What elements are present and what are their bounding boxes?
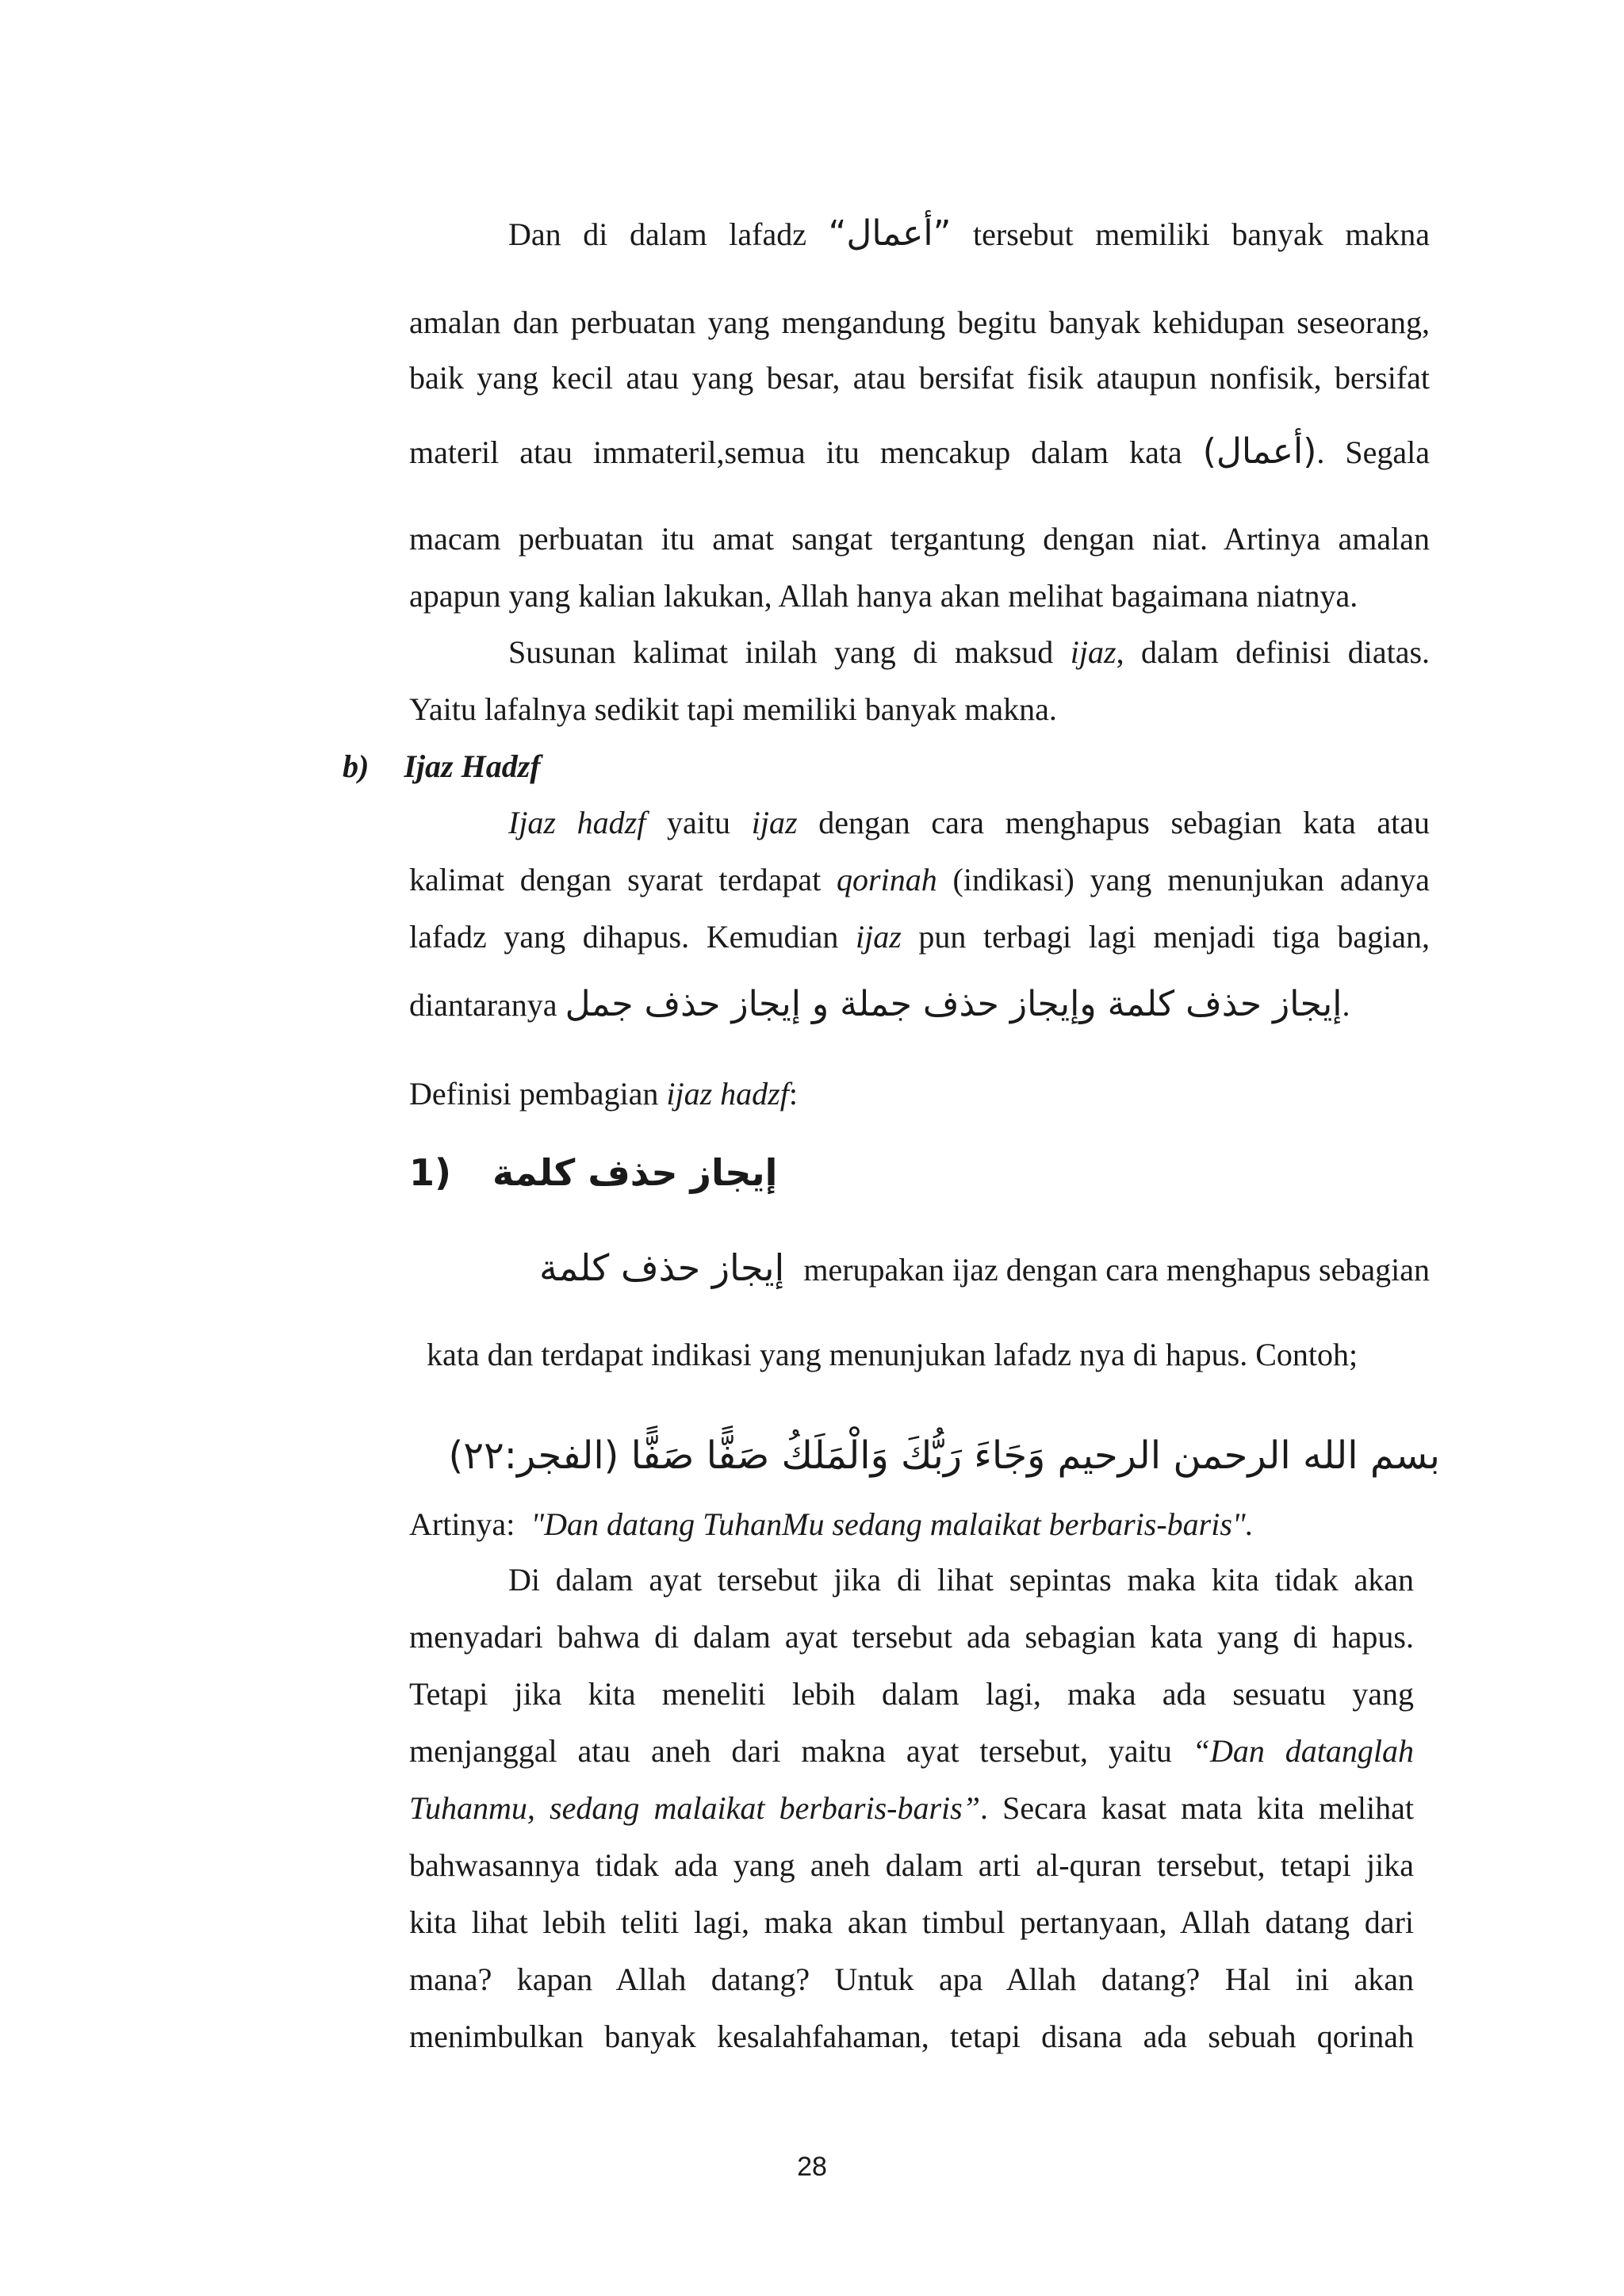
translation-line: Artinya: "Dan datang TuhanMu sedang malaikat berbaris-baris".	[409, 1506, 1254, 1542]
p4-line: Definisi pembagian ijaz hadzf:	[409, 1076, 798, 1112]
p5-line-2: kata dan terdapat indikasi yang menunjukan lafadz nya di hapus. Contoh;	[427, 1337, 1358, 1372]
p6-line-6: bahwasannya tidak ada yang aneh dalam arti al-quran tersebut, tetapi jika	[409, 1847, 1414, 1883]
heading-marker: b)	[343, 748, 370, 784]
p1-line-5: macam perbuatan itu amat sangat tergantung dengan niat. Artinya amalan	[409, 521, 1430, 557]
p3-line-1: Ijaz hadzf yaitu ijaz dengan cara menghapus sebagian kata atau	[508, 805, 1431, 840]
p6-line-8: mana? kapan Allah datang? Untuk apa Allah datang? Hal ini akan	[409, 1961, 1414, 1997]
p6-line-2: menyadari bahwa di dalam ayat tersebut ada sebagian kata yang di hapus.	[409, 1619, 1414, 1655]
arabic-term: “أعمال”	[828, 213, 952, 254]
page-number: 28	[797, 2152, 827, 2182]
p1-line-6: apapun yang kalian lakukan, Allah hanya akan melihat bagaimana niatnya.	[409, 578, 1358, 614]
p3-line-3: lafadz yang dihapus. Kemudian ijaz pun terbagi lagi menjadi tiga bagian,	[409, 919, 1431, 955]
quran-verse: بسم الله الرحمن الرحيم وَجَاءَ رَبُّكَ وَالْمَلَكُ صَفًّا صَفًّا (الفجر:٢٢)	[448, 1433, 1440, 1478]
p3-line-4: diantaranya إيجاز حذف كلمة وإيجاز حذف جملة و إيجاز حذف جمل.	[409, 984, 1350, 1024]
p2-line-2: Yaitu lafalnya sedikit tapi memiliki banyak makna.	[409, 691, 1057, 727]
subheading-1	[409, 1148, 777, 1197]
arabic-term: (أعمال)	[1202, 431, 1317, 472]
p3-line-2: kalimat dengan syarat terdapat qorinah (indikasi) yang menunjukan adanya	[409, 862, 1431, 897]
p1-line-3: baik yang kecil atau yang besar, atau bersifat fisik ataupun nonfisik, bersifat	[409, 360, 1430, 396]
p6-line-4: menjanggal atau aneh dari makna ayat tersebut, yaitu “Dan datanglah	[409, 1733, 1414, 1769]
section-heading	[343, 747, 541, 786]
p1-line-1: Dan di dalam lafadz “أعمال” tersebut memiliki banyak makna	[508, 213, 1431, 254]
arabic-phrase: إيجاز حذف كلمة	[538, 1246, 785, 1289]
p2-line-1: Susunan kalimat inilah yang di maksud ijaz, dalam definisi diatas.	[508, 634, 1431, 670]
p6-line-7: kita lihat lebih teliti lagi, maka akan timbul pertanyaan, Allah datang dari	[409, 1904, 1414, 1940]
heading-title: Ijaz Hadzf	[404, 748, 541, 784]
p1-line-2: amalan dan perbuatan yang mengandung begitu banyak kehidupan seseorang,	[409, 304, 1430, 340]
subheading-number: 1)	[409, 1151, 452, 1194]
arabic-phrase: إيجاز حذف كلمة وإيجاز حذف جملة و إيجاز حذف جمل	[565, 984, 1342, 1024]
p1-line-4: materil atau immateril,semua itu mencakup dalam kata (أعمال). Segala	[409, 431, 1431, 472]
p5-line-1: إيجاز حذف كلمة merupakan ijaz dengan cara menghapus sebagian	[538, 1246, 1430, 1289]
subheading-arabic: إيجاز حذف كلمة	[492, 1151, 778, 1194]
p6-line-1: Di dalam ayat tersebut jika di lihat sepintas maka kita tidak akan	[508, 1562, 1414, 1598]
p6-line-9: menimbulkan banyak kesalahfahaman, tetapi disana ada sebuah qorinah	[409, 2019, 1414, 2054]
p6-line-3: Tetapi jika kita meneliti lebih dalam lagi, maka ada sesuatu yang	[409, 1676, 1414, 1712]
p6-line-5: Tuhanmu, sedang malaikat berbaris-baris”. Secara kasat mata kita melihat	[409, 1790, 1414, 1826]
